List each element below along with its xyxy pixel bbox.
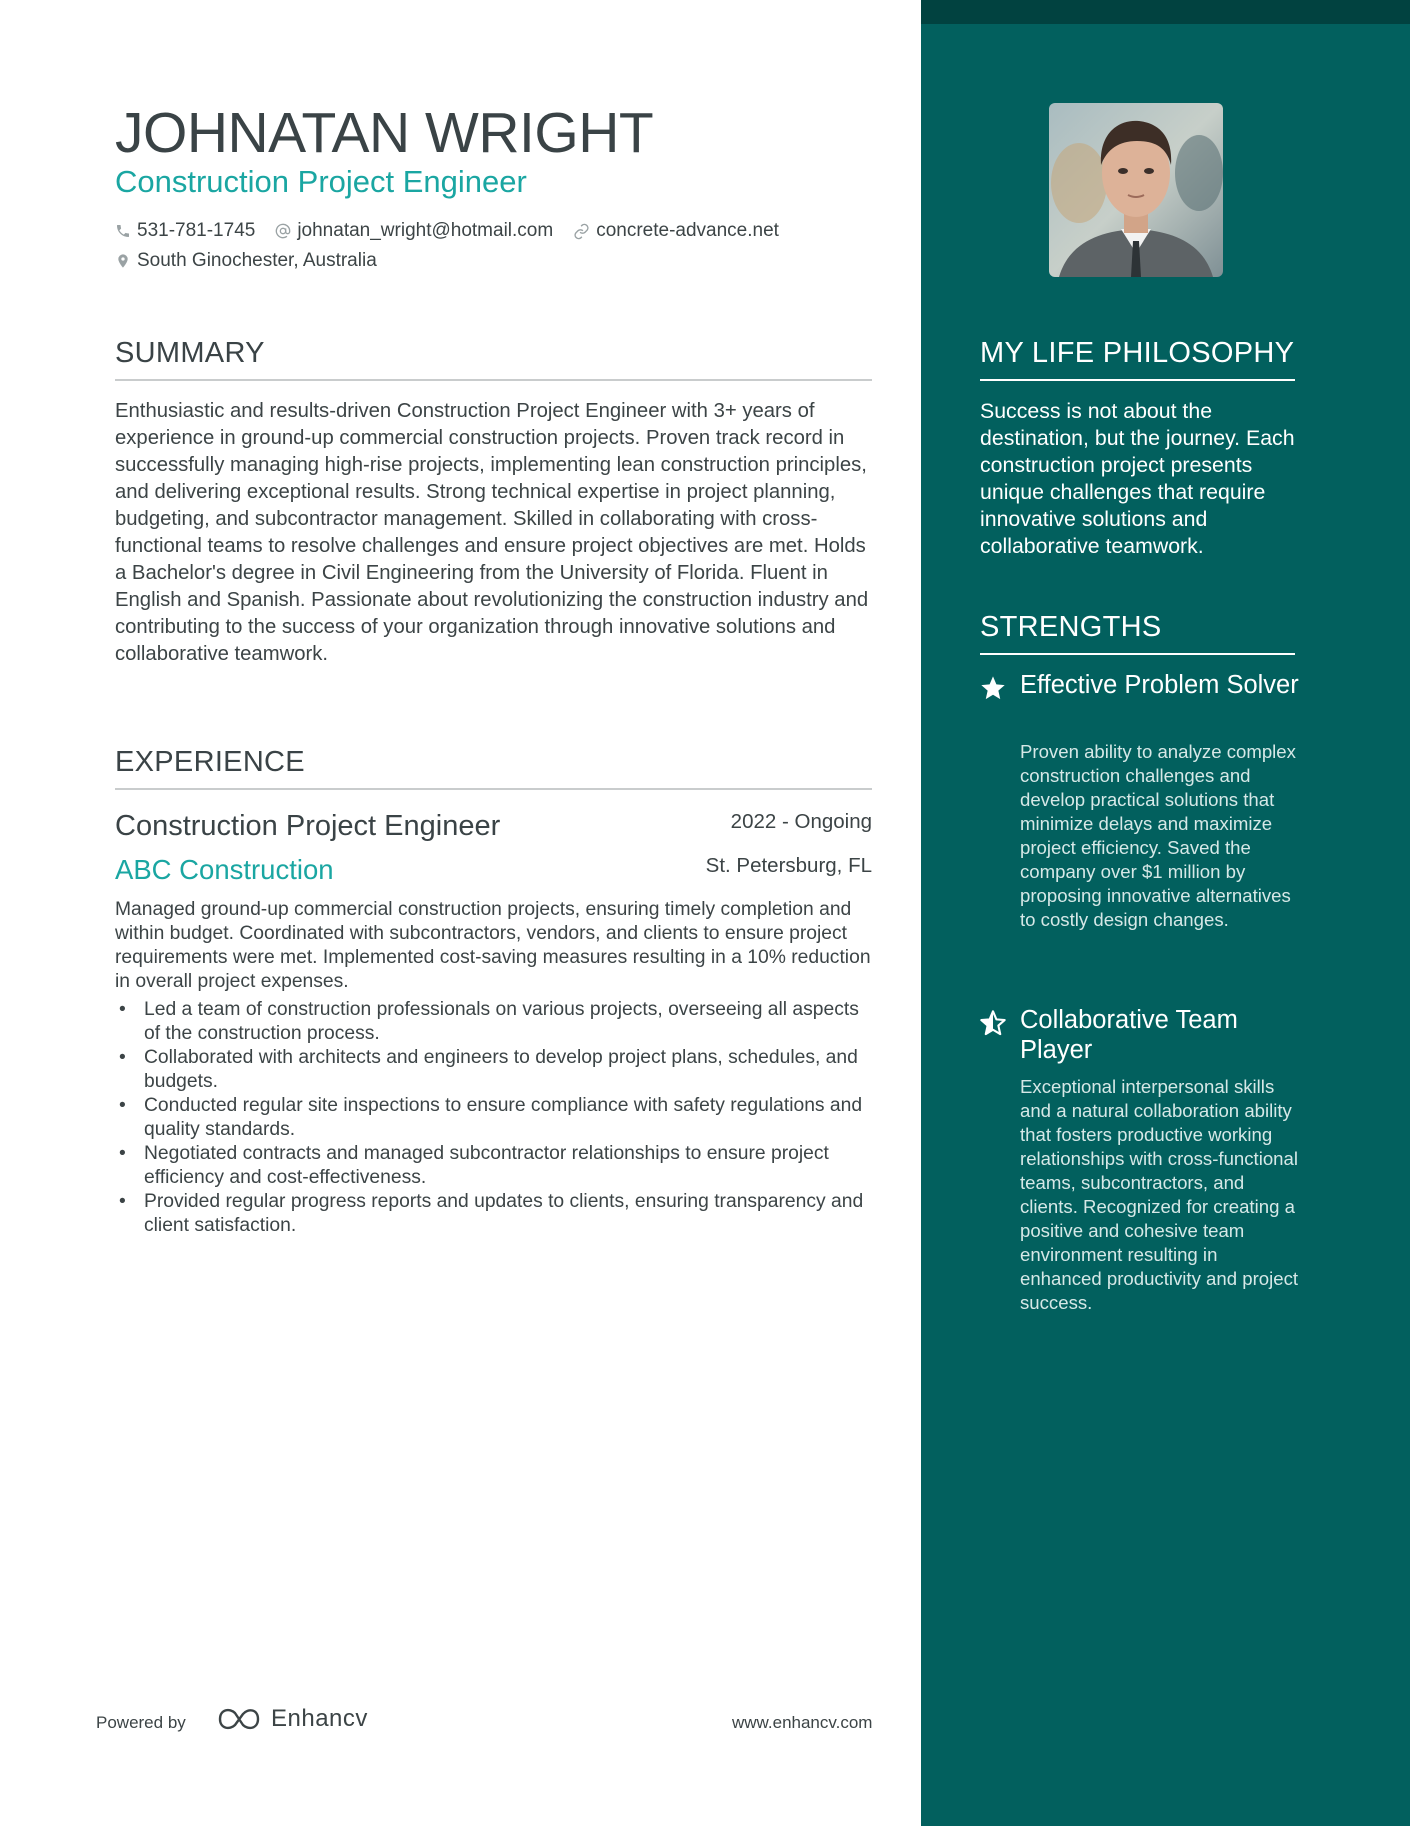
- at-icon: [275, 223, 291, 239]
- website-text: concrete-advance.net: [596, 220, 779, 241]
- location-pin-icon: [115, 252, 131, 270]
- sidebar: [921, 0, 1410, 1826]
- list-item: [115, 1094, 872, 1142]
- footer-website-link[interactable]: www.enhancv.com: [732, 1713, 873, 1732]
- philosophy-heading: MY LIFE PHILOSOPHY: [980, 335, 1295, 381]
- phone-icon: [115, 223, 131, 239]
- bullet-dot-icon: •: [119, 1143, 126, 1164]
- bullet-text: Collaborated with architects and engineers to develop project plans, schedules, and budgets.: [144, 1047, 858, 1092]
- strength-description: Proven ability to analyze complex construction challenges and develop practical solutions that minimize delays and maximize project efficiency. Saved the company over $1 million by proposing innovative alternatives to costly design changes.: [1020, 741, 1296, 930]
- job-dates: 2022 - Ongoing: [730, 810, 872, 833]
- strength-title: Collaborative Team Player: [1020, 1006, 1238, 1064]
- star-filled-icon: [979, 674, 1007, 702]
- bullet-text: Negotiated contracts and managed subcontractor relationships to ensure project efficiency and cost-effectiveness.: [144, 1143, 829, 1188]
- link-icon: [573, 223, 590, 240]
- powered-by-label: Powered by: [96, 1713, 186, 1732]
- contact-location: [115, 250, 377, 272]
- experience-heading: EXPERIENCE: [115, 744, 872, 790]
- list-item: [115, 1142, 872, 1190]
- candidate-name: JOHNATAN WRIGHT: [115, 101, 654, 165]
- bullet-dot-icon: •: [119, 1191, 126, 1212]
- job-title: Construction Project Engineer: [115, 810, 501, 842]
- bullet-text: Provided regular progress reports and updates to clients, ensuring transparency and client satisfaction.: [144, 1191, 864, 1236]
- summary-heading: SUMMARY: [115, 335, 872, 381]
- brand-text: Enhancv: [271, 1705, 368, 1732]
- bullet-text: Led a team of construction professionals on various projects, overseeing all aspects of the construction process.: [144, 999, 859, 1044]
- contact-phone[interactable]: [115, 220, 255, 242]
- company-name: ABC Construction: [115, 854, 334, 885]
- star-half-icon: [979, 1009, 1007, 1037]
- enhancv-logo[interactable]: [215, 1705, 368, 1733]
- contact-website[interactable]: [573, 220, 779, 242]
- list-item: [115, 1046, 872, 1094]
- phone-text: 531-781-1745: [137, 220, 256, 241]
- location-text: South Ginochester, Australia: [137, 250, 377, 271]
- job-bullets: [115, 998, 872, 1238]
- sidebar-top-band: [921, 0, 1410, 24]
- profile-photo: [1049, 103, 1223, 277]
- summary-text: Enthusiastic and results-driven Construction Project Engineer with 3+ years of experience in ground-up commercial construction projects. Proven track record in successfully managing high-rise projects, implementing lean construction principles, and delivering exceptional results. Strong technical expertise in project planning, budgeting, and subcontractor management. Skilled in collaborating with cross-functional teams to resolve challenges and ensure project objectives are met. Holds a Bachelor's degree in Civil Engineering from the University of Florida. Fluent in English and Spanish. Passionate about revolutionizing the construction industry and contributing to the success of your organization through innovative solutions and collaborative teamwork.: [115, 400, 869, 665]
- job-description: Managed ground-up commercial construction projects, ensuring timely completion and within budget. Coordinated with subcontractors, vendors, and clients to ensure project requirements were met. Implemented cost-saving measures resulting in a 10% reduction in overall project expenses.: [115, 899, 871, 992]
- bullet-dot-icon: •: [119, 1095, 126, 1116]
- list-item: [115, 998, 872, 1046]
- contact-email[interactable]: [275, 220, 553, 242]
- bullet-dot-icon: •: [119, 1047, 126, 1068]
- list-item: [115, 1190, 872, 1238]
- strength-title: Effective Problem Solver: [1020, 671, 1299, 699]
- email-text: johnatan_wright@hotmail.com: [297, 220, 554, 241]
- bullet-text: Conducted regular site inspections to ensure compliance with safety regulations and quality standards.: [144, 1095, 863, 1140]
- enhancv-logo-icon: [215, 1705, 263, 1733]
- philosophy-text: Success is not about the destination, but the journey. Each construction project presents unique challenges that require innovative solutions and collaborative teamwork.: [980, 399, 1295, 558]
- job-location: St. Petersburg, FL: [705, 854, 872, 877]
- candidate-title: Construction Project Engineer: [115, 164, 527, 199]
- strengths-heading: STRENGTHS: [980, 609, 1295, 655]
- contact-info: [115, 216, 875, 276]
- strength-description: Exceptional interpersonal skills and a natural collaboration ability that fosters productive working relationships with cross-functional teams, subcontractors, and clients. Recognized for creating a positive and cohesive team environment resulting in enhanced productivity and project success.: [1020, 1076, 1299, 1313]
- footer: [0, 1705, 920, 1745]
- bullet-dot-icon: •: [119, 999, 126, 1020]
